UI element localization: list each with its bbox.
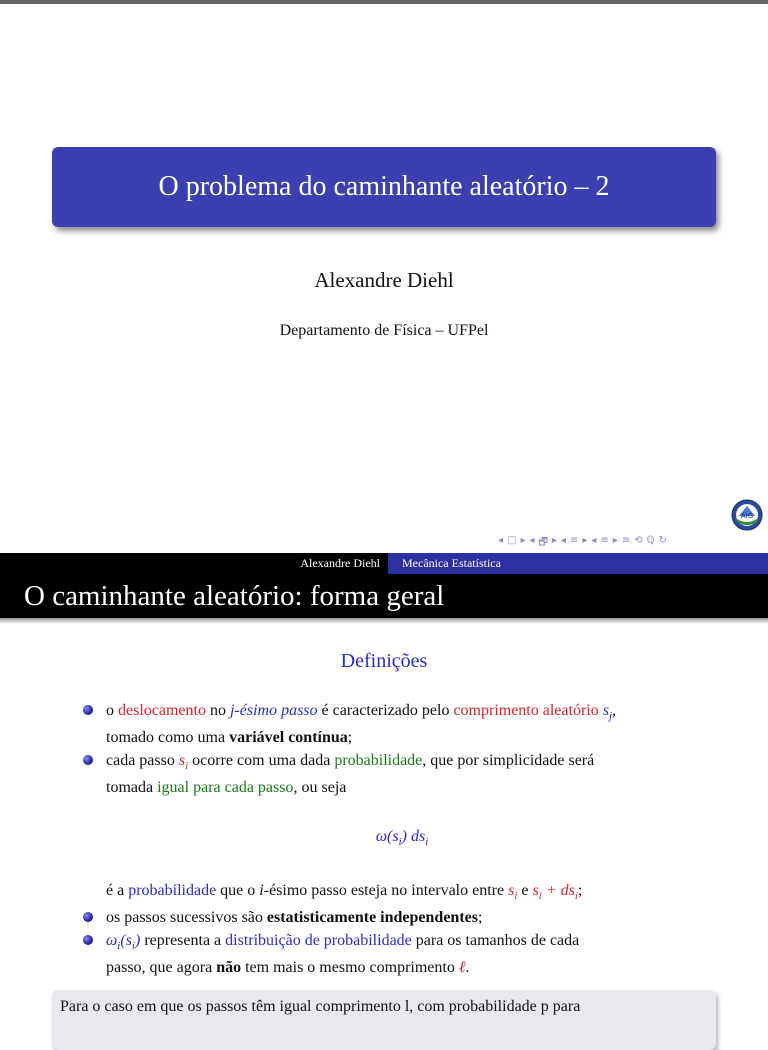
symbol-s: s <box>178 752 186 770</box>
slide-title: O problema do caminhante aleatório – 2 <box>158 171 610 202</box>
frame-subtitle: Definições <box>340 650 428 672</box>
bullet-icon <box>83 935 93 945</box>
definitions-list <box>82 700 722 980</box>
symbol-omega: ω <box>106 931 118 949</box>
term-distribuicao-de-probabilidade: distribuição de probabilidade <box>225 931 412 949</box>
text: o <box>106 702 118 719</box>
nav-next-section-icon[interactable]: ▸ <box>582 535 589 546</box>
text: para os tamanhos de cada <box>411 931 580 949</box>
symbol-s: s <box>602 702 609 719</box>
institute-name: Departamento de Física – UFPel <box>279 322 489 339</box>
equation-part: ω(s <box>375 828 399 846</box>
text: é caracterizado pelo <box>317 702 454 719</box>
symbol-sub: j <box>608 710 613 723</box>
nav-section-icon[interactable]: ≡ <box>570 535 580 546</box>
text: passo, que agora <box>106 958 217 976</box>
list-item-continuation <box>82 880 722 907</box>
term-nao: não <box>216 958 242 976</box>
term-comprimento-aleatorio: comprimento aleatório <box>453 702 599 719</box>
logo-text: AIG <box>740 512 754 520</box>
list-item-independence <box>82 907 722 928</box>
text: tem mais o mesmo comprimento <box>241 958 459 976</box>
term-variavel-continua: variável contínua <box>229 729 348 747</box>
symbol-sub: i <box>185 760 189 773</box>
nav-next-subsection-icon[interactable]: ▸ <box>551 535 558 546</box>
slide-footer <box>0 553 768 574</box>
nav-next-doc-icon[interactable]: ▸ <box>612 535 619 546</box>
text: e <box>517 881 533 899</box>
text: , <box>612 702 617 719</box>
equation-part: ) ds <box>401 828 426 846</box>
nav-forward-icon[interactable]: ↻ <box>658 535 668 546</box>
term-j-esimo-passo: j-ésimo passo <box>229 702 318 719</box>
symbol-s: s <box>532 881 539 899</box>
author-name: Alexandre Diehl <box>314 268 454 292</box>
text: que o <box>216 881 260 899</box>
nav-doc-icon[interactable]: ≡ <box>600 535 610 546</box>
text: tomada <box>106 779 158 797</box>
term-estatisticamente-independentes: estatisticamente independentes <box>266 908 478 926</box>
nav-subsection-icon[interactable]: 🗗 <box>538 537 549 548</box>
nav-search-icon[interactable]: ℚ <box>646 535 656 546</box>
nav-frame-icon[interactable]: □ <box>507 535 518 546</box>
equation-sub: i <box>398 836 402 849</box>
nav-prev-doc-icon[interactable]: ◂ <box>591 535 598 546</box>
footer-title: Mecânica Estatística <box>388 553 768 574</box>
equation-sub: i <box>425 836 429 849</box>
text: ; <box>347 729 353 747</box>
bullet-icon <box>83 912 93 922</box>
term-probabilidade: probabilidade <box>128 881 217 899</box>
symbol-sub: i <box>514 889 518 902</box>
bullet-icon <box>83 755 93 765</box>
symbol-paren: ) <box>134 931 141 949</box>
nav-back-icon[interactable]: ⟲ <box>634 535 644 546</box>
symbol-i: i <box>259 881 264 899</box>
symbol-sub: i <box>131 939 135 952</box>
list-item-displacement <box>82 700 722 748</box>
list-item-distribution <box>82 930 722 978</box>
equation <box>82 826 722 853</box>
text: no <box>205 702 230 719</box>
slide-title-box <box>52 147 716 227</box>
frame-title: O caminhante aleatório: forma geral <box>0 574 768 618</box>
symbol-sub: i <box>117 939 121 952</box>
text: tomado como uma <box>106 729 230 747</box>
text: , que por simplicidade será <box>422 752 595 770</box>
term-deslocamento: deslocamento <box>118 702 206 719</box>
nav-next-frame-icon[interactable]: ▸ <box>520 535 527 546</box>
text: representa a <box>140 931 226 949</box>
bullet-icon <box>83 705 93 715</box>
nav-prev-subsection-icon[interactable]: ◂ <box>529 535 536 546</box>
text: os passos sucessivos são <box>106 908 267 926</box>
symbol-sub: i <box>538 889 542 902</box>
nav-toc-icon[interactable]: ≡ <box>621 535 632 546</box>
university-logo <box>731 499 763 531</box>
text: . <box>465 958 470 976</box>
symbol-ds: + ds <box>541 881 575 899</box>
term-probabilidade: probabilidade <box>334 752 423 770</box>
footer-author: Alexandre Diehl <box>300 556 380 570</box>
term-igual-para-cada-passo: igual para cada passo <box>157 779 294 797</box>
symbol-ell: ℓ <box>458 958 466 976</box>
symbol-s: (s <box>120 931 132 949</box>
nav-prev-frame-icon[interactable]: ◂ <box>498 535 505 546</box>
symbol-s: s <box>508 881 515 899</box>
frame-title-shadow <box>0 618 768 624</box>
text: é a <box>106 881 129 899</box>
nav-prev-section-icon[interactable]: ◂ <box>560 535 567 546</box>
symbol-sub: i <box>574 889 578 902</box>
text: ; <box>577 881 583 899</box>
note-block <box>52 990 716 1050</box>
text: , ou seja <box>293 779 347 797</box>
text: ; <box>477 908 483 926</box>
beamer-navigation <box>498 535 671 549</box>
text: -ésimo passo esteja no intervalo entre <box>263 881 509 899</box>
list-item-probability <box>82 750 722 798</box>
text: ocorre com uma dada <box>188 752 335 770</box>
text: cada passo <box>106 752 179 770</box>
note-block-text: Para o caso em que os passos têm igual comprimento l, com probabilidade p para <box>60 998 581 1015</box>
